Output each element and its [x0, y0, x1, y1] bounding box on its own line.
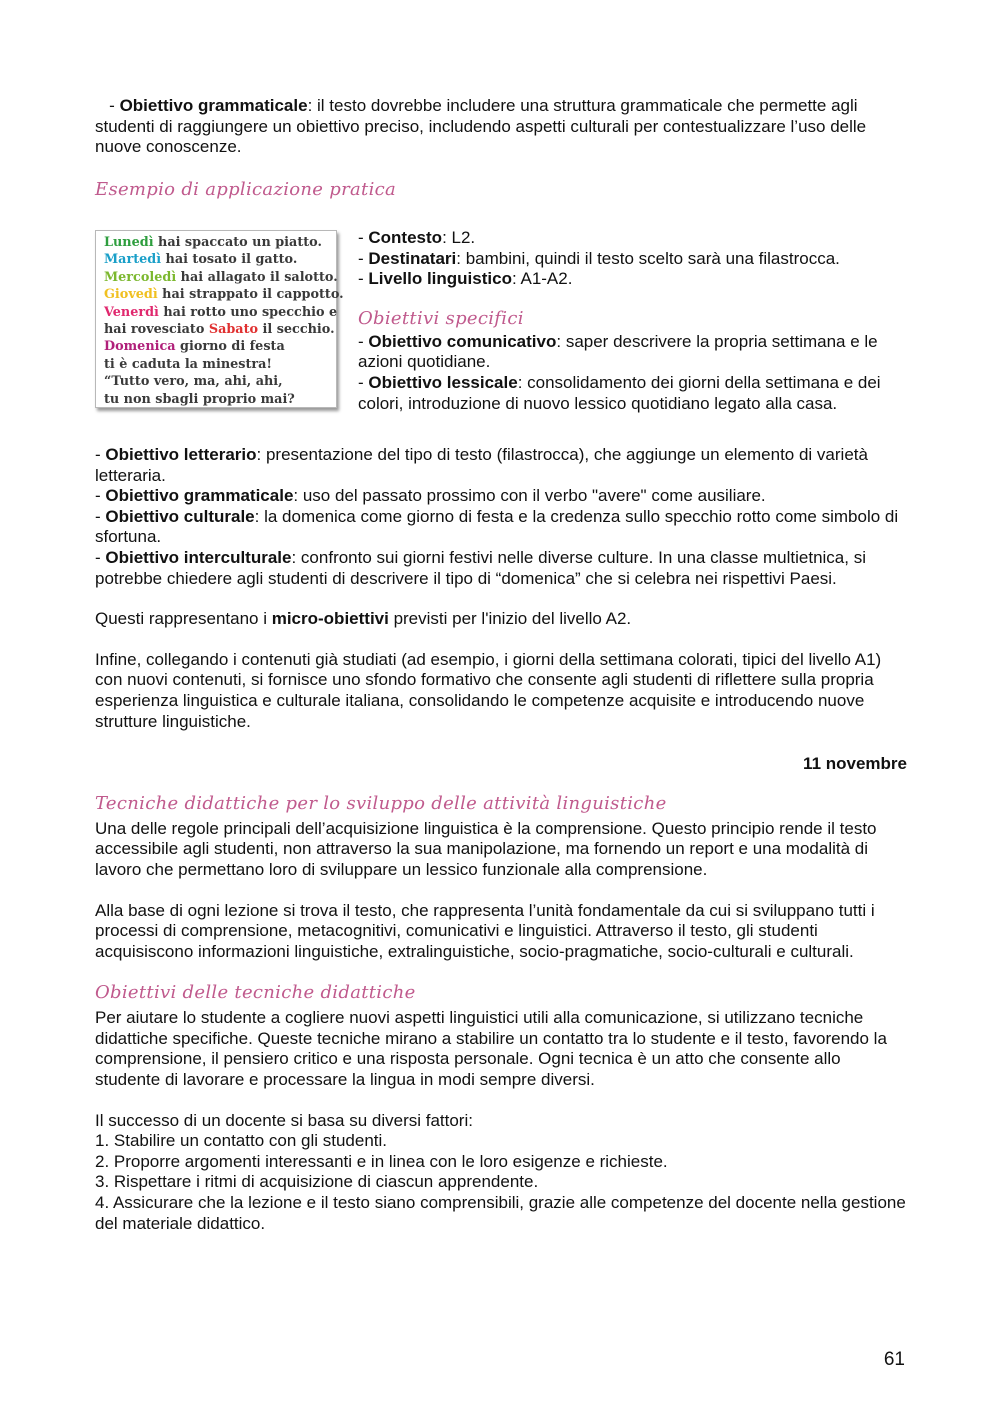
item-text: : bambini, quindi il testo scelto sarà una filastrocca. — [456, 248, 840, 268]
success-list-item: 4. Assicurare che la lezione e il testo siano comprensibili, grazie alle competenze del docente nella gestione del materiale didattico. — [95, 1193, 906, 1233]
poem-day: Domenica — [104, 339, 176, 355]
finally-paragraph: Infine, collegando i contenuti già studiati (ad esempio, i giorni della settimana colorati, tipici del livello A1) con nuovi contenuti, si fornisce uno sfondo formativo che consente agli studenti di riflettere sulla propria esperienza linguistica e culturale italiana, consolidando le competenze acquisite e introducendo nuove strutture linguistiche. — [95, 649, 882, 731]
item-label: Obiettivo letterario — [105, 445, 257, 464]
success-list — [95, 1131, 907, 1234]
success-list-item: 2. Proporre argomenti interessanti e in linea con le loro esigenze e richieste. — [95, 1151, 668, 1171]
item-text: : saper descrivere la propria settimana e le azioni quotidiane. — [358, 331, 878, 372]
list-item: - Obiettivo interculturale: confronto sui giorni festivi nelle diverse culture. In una classe multietnica, si potrebbe chiedere agli studenti di descrivere il tipo di “domenica” che si celebra nei rispettivi Paesi. — [95, 547, 866, 588]
intro-paragraph: - Obiettivo grammaticale: il testo dovrebbe includere una struttura grammaticale che permette agli studenti di raggiungere un obiettivo preciso, includendo aspetti culturali per contestualizzare l’uso delle nuove conoscenze. — [95, 96, 867, 157]
item-label: Livello linguistico — [368, 269, 512, 289]
item-text: : L2. — [442, 228, 476, 247]
item-text: : consolidamento dei giorni della settimana e dei colori, introduzione di nuovo lessico quotidiano legato alla casa. — [358, 372, 881, 413]
heading-techniques: Tecniche didattiche per lo sviluppo delle attività linguistiche — [95, 792, 667, 814]
item-label: Obiettivo interculturale — [105, 547, 292, 567]
list-item: - Obiettivo grammaticale: uso del passato prossimo con il verbo "avere" come ausiliare. — [95, 486, 766, 506]
poem-line-text: hai rotto uno specchio e — [158, 304, 338, 320]
poem-day: Sabato — [208, 322, 259, 338]
poem-line-text: “Tutto vero, ma, ahi, ahi, — [104, 374, 283, 390]
poem-line — [104, 321, 336, 338]
item-label: Contesto — [368, 228, 443, 247]
success-intro: Il successo di un docente si basa su diversi fattori: — [95, 1110, 473, 1130]
date-label: 11 novembre — [803, 754, 907, 774]
item-text: : confronto sui giorni festivi nelle diverse culture. In una classe multietnica, si potrebbe chiedere agli studenti di descrivere il tipo di “domenica” che si celebra nei rispettivi Paesi. — [95, 547, 866, 588]
list-item: - Destinatari: bambini, quindi il testo scelto sarà una filastrocca. — [358, 248, 840, 268]
item-text: : uso del passato prossimo con il verbo "avere" come ausiliare. — [293, 486, 766, 506]
item-text: : presentazione del tipo di testo (filastrocca), che aggiunge un elemento di varietà letteraria. — [95, 445, 868, 485]
poem-line — [104, 338, 336, 355]
poem-line-text: giorno di festa — [175, 339, 285, 355]
other-objectives-section — [95, 445, 907, 1234]
item-label: Obiettivo culturale — [105, 506, 255, 526]
item-label: Obiettivo lessicale — [368, 372, 518, 392]
item-text: : A1-A2. — [511, 269, 573, 289]
item-label: Obiettivo comunicativo — [368, 331, 557, 351]
poem-day: Lunedì — [104, 235, 154, 250]
other-objectives-list — [95, 445, 907, 589]
poem-line-text: ti è caduta la minestra! — [104, 356, 273, 372]
micro-pre: Questi rappresentano i — [95, 609, 272, 629]
poem-day: Giovedì — [104, 287, 158, 303]
poem-day: Venerdì — [104, 304, 159, 320]
poem-line — [104, 251, 336, 268]
poem-day: Martedì — [104, 252, 162, 268]
heading-specific-objectives: Obiettivi specifici — [358, 307, 524, 329]
list-item: - Obiettivo letterario: presentazione del tipo di testo (filastrocca), che aggiunge un elemento di varietà letteraria. — [95, 445, 868, 485]
list-item: - Obiettivo lessicale: consolidamento dei giorni della settimana e dei colori, introduzione di nuovo lessico quotidiano legato alla casa. — [358, 372, 881, 413]
micro-post: previsti per l'inizio del livello A2. — [388, 609, 632, 629]
list-item: - Obiettivo comunicativo: saper descrivere la propria settimana e le azioni quotidiane. — [358, 331, 878, 372]
poem-line — [104, 286, 344, 303]
micro-objectives-paragraph — [95, 609, 907, 630]
poem-line — [104, 391, 336, 408]
techniques-paragraph-1: Una delle regole principali dell’acquisizione linguistica è la comprensione. Questo principio rende il testo accessibile agli studenti, non attraverso la sua manipolazione, ma fornendo un report e una modalità di lavoro che permettano loro di sviluppare un lessico funzionale alla comprensione. — [95, 818, 877, 879]
micro-bold: micro-obiettivi — [271, 609, 389, 629]
intro-label: Obiettivo grammaticale — [119, 96, 308, 115]
list-item: - Livello linguistico: A1-A2. — [358, 269, 573, 289]
poem-line-text: hai allagato il salotto. — [176, 269, 338, 285]
page-number: 61 — [883, 1349, 905, 1370]
item-label: Obiettivo grammaticale — [105, 486, 294, 506]
heading-example: Esempio di applicazione pratica — [95, 179, 397, 200]
context-list — [358, 228, 910, 290]
item-text: : la domenica come giorno di festa e la credenza sullo specchio rotto come simbolo di sfortuna. — [95, 506, 899, 547]
success-list-item: 1. Stabilire un contatto con gli studenti. — [95, 1131, 388, 1151]
poem-line-pre: hai rovesciato — [104, 322, 209, 338]
right-column — [358, 228, 910, 414]
poem-line — [104, 234, 336, 251]
specific-objectives-list — [358, 332, 910, 414]
poem-line-text: hai strappato il cappotto. — [157, 287, 344, 303]
poem-line-text: hai spaccato un piatto. — [153, 235, 322, 250]
intro-text: : il testo dovrebbe includere una struttura grammaticale che permette agli studenti di raggiungere un obiettivo preciso, includendo aspetti culturali per contestualizzare l’uso delle nuove conoscenze. — [95, 96, 867, 157]
poem-line — [104, 356, 336, 373]
success-list-item: 3. Rispettare i ritmi di acquisizione di ciascun apprendente. — [95, 1172, 539, 1192]
list-item: - Obiettivo culturale: la domenica come giorno di festa e la credenza sullo specchio rotto come simbolo di sfortuna. — [95, 506, 899, 547]
poem-line — [104, 304, 336, 321]
poem-line-text: il secchio. — [258, 322, 335, 338]
item-label: Destinatari — [368, 248, 457, 268]
poem-image — [95, 230, 344, 408]
poem-line — [104, 373, 336, 390]
poem-line — [104, 269, 336, 286]
heading-objectives: Obiettivi delle tecniche didattiche — [95, 982, 416, 1004]
list-item: - Contesto: L2. — [358, 228, 476, 247]
poem-day: Mercoledì — [104, 269, 177, 285]
poem-line-text: tu non sbagli proprio mai? — [104, 391, 295, 407]
techniques-paragraph-2: Alla base di ogni lezione si trova il testo, che rappresenta l’unità fondamentale da cui si sviluppano tutti i processi di comprensione, metacognitivi, comunicativi e linguistici. Attraverso il testo, gli studenti acquisiscono informazioni linguistiche, extralinguistiche, socio-pragmatiche, socio-culturali e culturali. — [95, 900, 875, 961]
objectives-paragraph: Per aiutare lo studente a cogliere nuovi aspetti linguistici utili alla comunicazione, si utilizzano tecniche didattiche specifiche. Queste tecniche mirano a stabilire un contatto tra lo studente e il testo, favorendo la comprensione, il pensiero critico e una risposta personale. Ogni tecnica è un atto che consente allo studente di lavorare e processare la lingua in modi sempre diversi. — [95, 1008, 887, 1090]
poem-line-text: hai tosato il gatto. — [161, 252, 298, 268]
